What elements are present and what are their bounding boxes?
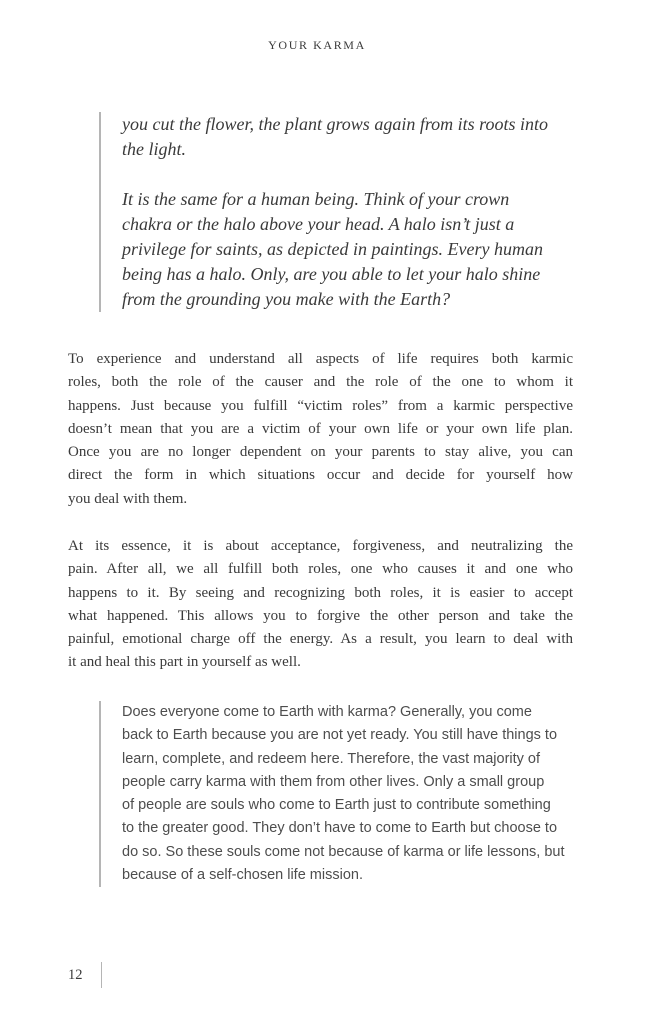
text-line: chakra or the halo above your head. A halo isn’t just a [122,214,515,234]
text-line: direct the form in which situations occur and decide for yourself how [68,467,573,484]
text-line: happens to it. By seeing and recognizing both roles, it is easier to accept [68,584,573,601]
italic-quote-block [99,112,548,312]
text-line: from the grounding you make with the Earth? [122,289,451,309]
quote-paragraph-1 [122,112,548,162]
text-line: Once you are no longer dependent on your parents to stay alive, you can [68,444,573,461]
text-line: being has a halo. Only, are you able to let your halo shine [122,264,541,284]
text-line: doesn’t mean that you are a victim of your own life or your own life plan. [68,420,573,437]
text-line: because of a self-chosen life mission. [122,867,363,884]
text-line: it and heal this part in yourself as well. [68,654,301,671]
text-line: Does everyone come to Earth with karma? Generally, you come [122,704,532,720]
body-paragraph-2 [68,535,573,675]
page-number: 12 [68,966,83,983]
text-line: roles, both the role of the causer and the role of the one to whom it [68,374,573,391]
sans-quote-block [99,701,565,887]
text-line: you cut the flower, the plant grows again from its roots into [122,114,549,134]
text-line: learn, complete, and redeem here. Therefore, the vast majority of [122,750,541,767]
text-line: to the greater good. They don’t have to come to Earth but choose to [122,820,558,837]
text-line: what happened. This allows you to forgive the other person and take the [68,607,573,624]
text-line: the light. [122,139,186,159]
text-line: It is the same for a human being. Think of your crown [122,189,510,209]
text-line: people carry karma with them from other lives. Only a small group [122,773,545,790]
body-paragraph-1 [68,348,573,511]
footer-rule [101,962,103,988]
text-line: do so. So these souls come not because of karma or life lessons, but [122,843,565,860]
text-line: you deal with them. [68,490,188,507]
text-line: To experience and understand all aspects of life requires both karmic [68,351,573,367]
text-line: privilege for saints, as depicted in paintings. Every human [122,239,543,259]
text-line: painful, emotional charge off the energy. As a result, you learn to deal with [68,631,573,648]
text-line: of people are souls who come to Earth just to contribute something [122,797,551,814]
text-line: back to Earth because you are not yet ready. You still have things to [122,727,558,744]
text-line: At its essence, it is about acceptance, forgiveness, and neutralizing the [68,538,573,554]
running-head: YOUR KARMA [268,38,366,52]
quote-paragraph-2 [122,187,548,312]
page-footer [68,960,102,990]
text-line: pain. After all, we all fulfill both roles, one who causes it and one who [68,561,573,578]
text-line: happens. Just because you fulfill “victim roles” from a karmic perspective [68,397,573,414]
